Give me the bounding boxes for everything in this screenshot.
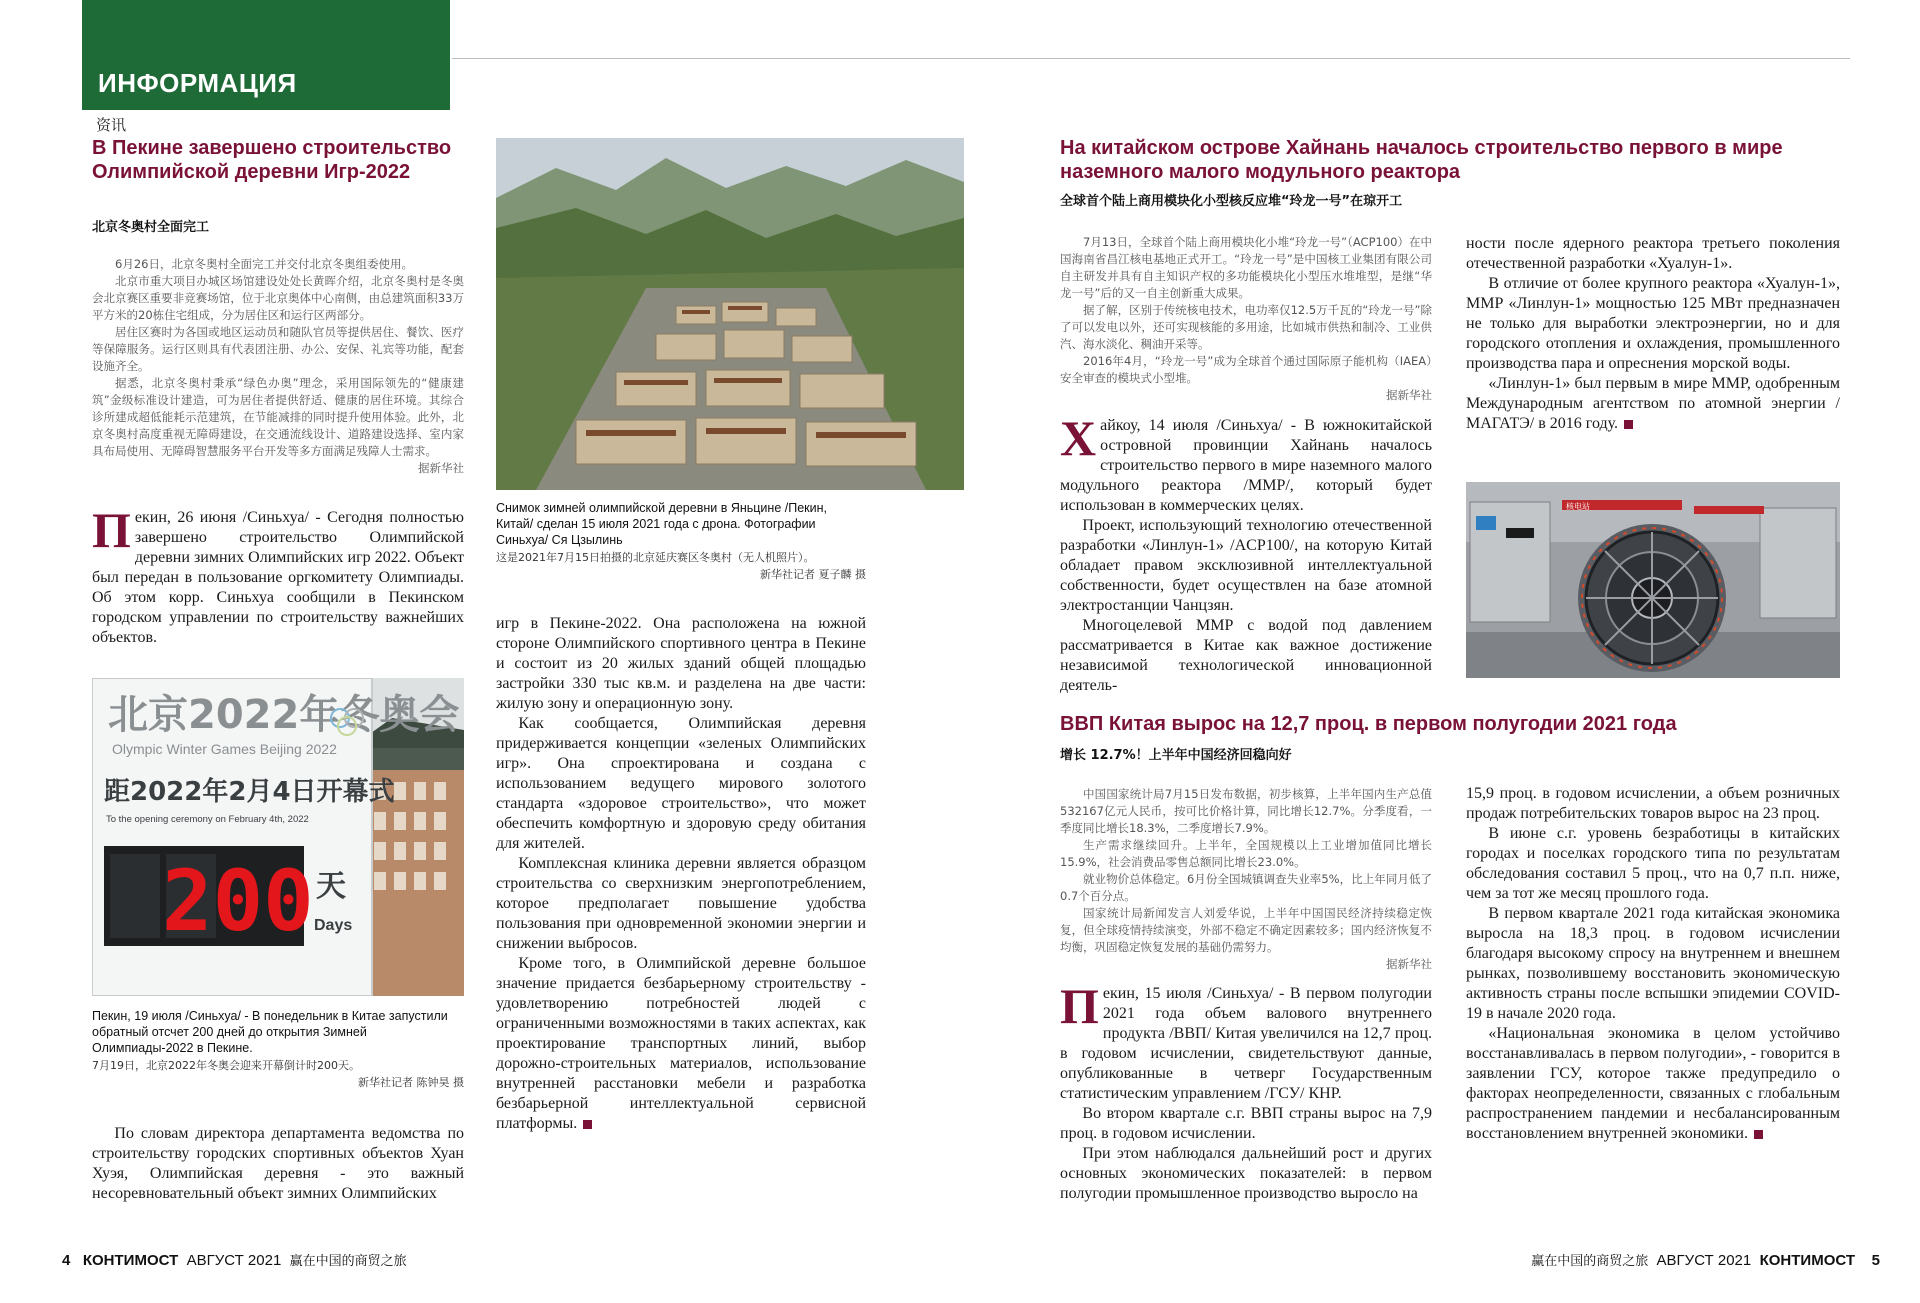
article2-cn-para: 据了解，区别于传统核电技术，电功率仅12.5万千瓦的“玲龙一号”除了可以发电以外，还可实现核能的多用途，比如城市供热和制冷、工业供汽、海水淡化、稠油开采等。 — [1060, 303, 1432, 351]
article2-end-mark — [1624, 420, 1633, 429]
article3-end-mark — [1754, 1130, 1763, 1139]
clock-display-number: 200 — [162, 852, 314, 950]
article3-cn-para: 中国国家统计局7月15日发布数据，初步核算，上半年国内生产总值532167亿元人民币，按可比价格计算，同比增长12.7%。分季度看，一季度同比增长18.3%，二季度增长7.9%。 — [1060, 787, 1432, 835]
article1-lead — [92, 502, 464, 648]
article3-col1-para: При этом наблюдался дальнейший рост и других основных экономических показателей: в первом полугодии промышленное производство выросло на — [1060, 1145, 1432, 1202]
footer-left — [62, 1250, 407, 1269]
article3-cn-para: 就业物价总体稳定。6月份全国城镇调查失业率5%，比上年同月低了0.7个百分点。 — [1060, 872, 1432, 903]
article2-lead-text: айкоу, 14 июля /Синьхуа/ - В южнокитайской островной провинции Хайнань началось строительство первого в мире наземного малого модульного реактора /ММР/, который будет использован в коммерческих целях. — [1060, 417, 1432, 514]
footer-left-page-number: 4 — [62, 1252, 71, 1269]
footer-right-slogan-cn: 赢在中国的商贸之旅 — [1531, 1254, 1649, 1269]
article1-subhead-cn: 北京冬奥村全面完工 — [92, 220, 210, 235]
article2-col2 — [1466, 234, 1840, 434]
footer-right-issue: АВГУСТ 2021 — [1656, 1252, 1752, 1269]
article1-cn-para: 居住区赛时为各国或地区运动员和随队官员等提供居住、餐饮、医疗等保障服务。运行区则具有代表团注册、办公、安保、礼宾等功能，配套设施齐全。 — [92, 325, 464, 373]
countdown-clock-illustration — [92, 678, 464, 996]
article1-col2-para: Комплексная клиника деревни является образцом строительства со сверхнизким энергопотреблением, которое предполагает повышение удобства пользования при одновременной экономии энергии и снижении выбросов. — [496, 855, 866, 952]
article3-cn-para: 国家统计局新闻发言人刘爱华说，上半年中国国民经济持续稳定恢复，但全球疫情持续演变，外部不稳定不确定因素较多；国内经济恢复不均衡，巩固稳定恢复发展的基础仍需努力。 — [1060, 906, 1432, 954]
footer-right-magazine: КОНТИМОСТ — [1759, 1252, 1855, 1269]
clock-caption-cn: 7月19日，北京2022年冬奥会迎来开幕倒计时200天。 — [92, 1059, 360, 1072]
article1-cn-para: 据悉，北京冬奥村秉承“绿色办奥”理念，采用国际领先的“健康建筑”金级标准设计建造，可为居住者提供舒适、健康的居住环境。其综合诊所建成超低能耗示范建筑，在节能减排的同时提升使用体验。此外，北京冬奥村高度重视无障碍建设，在交通流线设计、道路建设选择、室内家具布局使用、无障碍智慧服务平台开发等多方面满足残障人士需求。 — [92, 376, 464, 458]
article3-cn-sign: 据新华社 — [1386, 957, 1432, 971]
article3-dropcap: П — [1060, 978, 1099, 1034]
article3-col2-para: В июне с.г. уровень безработицы в китайских городах и поселках городского типа по результатам обследования составил 5 проц., что на 0,7 п.п. ниже, чем за тот же месяц прошлого года. — [1466, 825, 1840, 902]
article3-lead-text: екин, 15 июля /Синьхуа/ - В первом полугодии 2021 года объем валового внутреннего продукта /ВВП/ Китая увеличился на 12,7 проц. в годовом исчислении, свидетельствуют данные, опубликованные в четверг Государственным статистическим управлением /ГСУ/ КНР. — [1060, 985, 1432, 1102]
article2-col2-para: «Линлун-1» был первым в мире ММР, одобренным Международным агентством по атомной энергии /МАГАТЭ/ в 2016 году. — [1466, 375, 1840, 432]
article2-dropcap: Х — [1060, 410, 1097, 466]
article3-cn-text — [1060, 786, 1432, 973]
article1-col2-para: Кроме того, в Олимпийской деревне большое значение придается безбарьерному строительству - удовлетворению потребностей людей с ограниченными возможностями в таких аспектах, как проектирование транспортных линий, выбор дорожно-строительных материалов, использование внутренней расстановки мебели и разработка безбарьерной интеллектуальной сервисной платформы. — [496, 955, 866, 1132]
top-rule — [452, 58, 1850, 59]
olympic-village-illustration — [496, 138, 964, 490]
article1-bottom-text: По словам директора департамента ведомства по строительству городских спортивных объектов Хуан Хуэя, Олимпийская деревня - это важный несоревновательный объект зимних Олимпийских — [92, 1125, 464, 1202]
clock-sign-en-title: Olympic Winter Games Beijing 2022 — [112, 741, 337, 757]
article2-col2-first: ности после ядерного реактора третьего поколения отечественной разработки «Хуалун-1». — [1466, 235, 1840, 272]
article3-col2-first: 15,9 проц. в годовом исчислении, а объем розничных продаж потребительских товаров вырос на 23 проц. — [1466, 785, 1840, 822]
clock-unit-cn: 天 — [316, 869, 346, 904]
article1-headline: В Пекине завершено строительство Олимпийской деревни Игр-2022 — [92, 137, 452, 183]
section-subtitle-cn: 资讯 — [96, 116, 127, 134]
article2-col1-para: Проект, использующий технологию отечественной разработки «Линлун-1» /ACP100/, на которую Китай обладает правом эксклюзивной интеллектуальной собственности, будет осуществлен на базе атомной электростанции Чанцзян. — [1060, 517, 1432, 614]
village-caption-cn: 这是2021年7月15日拍摄的北京延庆赛区冬奥村（无人机照片）。 — [496, 551, 815, 564]
article1-cn-para: 北京市重大项目办城区场馆建设处处长黄晖介绍，北京冬奥村是冬奥会北京赛区重要非竞赛场馆，位于北京奥体中心南侧，由总建筑面积33万平方米的20栋住宅组成，分为居住区和运行区两部分。 — [92, 274, 464, 322]
article1-col2-para: игр в Пекине-2022. Она расположена на южной стороне Олимпийского спортивного центра в Пекине и состоит из 20 жилых зданий общей площадью застройки 330 тыс кв.м. и разделена на две части: жилую зону и операционную зону. — [496, 615, 866, 712]
article1-bottom-para — [92, 1124, 464, 1204]
article2-subhead-cn: 全球首个陆上商用模块化小型核反应堆“玲龙一号”在琼开工 — [1060, 194, 1403, 209]
article1-cn-text — [92, 256, 464, 477]
clock-caption-credit: 新华社记者 陈钟昊 摄 — [358, 1076, 464, 1089]
footer-left-slogan-cn: 赢在中国的商贸之旅 — [289, 1254, 407, 1269]
reactor-illustration — [1466, 482, 1840, 678]
clock-sign-en-countdown: To the opening ceremony on February 4th, 2022 — [106, 814, 309, 825]
section-title: ИНФОРМАЦИЯ — [98, 68, 297, 98]
article3-col1 — [1060, 978, 1432, 1204]
article2-col1 — [1060, 410, 1432, 696]
article2-headline: На китайском острове Хайнань началось строительство первого в мире наземного малого модульного реактора — [1060, 137, 1783, 183]
olympic-village-photo — [496, 138, 964, 490]
article1-cn-sign: 据新华社 — [418, 461, 464, 475]
clock-sign-cn-countdown: 距2022年2月4日开幕式 — [104, 777, 395, 807]
article2-col2-para: В отличие от более крупного реактора «Хуалун-1», ММР «Линлун-1» мощностью 125 МВт предназначен не только для выработки электроэнергии, но и для городского отопления и охлаждения, промышленного производства пара и опреснения морской воды. — [1466, 275, 1840, 372]
reactor-construction-photo — [1466, 482, 1840, 678]
village-caption: Снимок зимней олимпийской деревни в Яньцине /Пекин, Китай/ сделан 15 июля 2021 года с дрона. Фотографии Синьхуа/ Ся Цзылинь — [496, 501, 827, 547]
article2-cn-sign: 据新华社 — [1386, 388, 1432, 402]
clock-caption: Пекин, 19 июля /Синьхуа/ - В понедельник в Китае запустили обратный отсчет 200 дней до открытия Зимней Олимпиады-2022 в Пекине. — [92, 1009, 448, 1055]
article3-cn-para: 生产需求继续回升。上半年，全国规模以上工业增加值同比增长15.9%，社会消费品零售总额同比增长23.0%。 — [1060, 838, 1432, 869]
article2-cn-text — [1060, 234, 1432, 404]
footer-left-issue: АВГУСТ 2021 — [186, 1252, 282, 1269]
article3-headline: ВВП Китая вырос на 12,7 проц. в первом полугодии 2021 года — [1060, 713, 1677, 735]
article2-cn-para: 7月13日，全球首个陆上商用模块化小堆“玲龙一号”（ACP100）在中国海南省昌江核电基地正式开工。“玲龙一号”是中国核工业集团有限公司自主研发并具有自主知识产权的多功能模块化小型压水堆堆型，是继“华龙一号”后的又一自主创新重大成果。 — [1060, 235, 1432, 300]
reactor-banner-text: 核电站 — [1566, 502, 1590, 511]
clock-unit-en: Days — [314, 917, 353, 934]
article2-col1-para: Многоцелевой ММР с водой под давлением рассматривается в Китае как важное достижение независимой технологической инновационной деятель- — [1060, 617, 1432, 694]
article2-cn-para: 2016年4月，“玲龙一号”成为全球首个通过国际原子能机构（IAEA）安全审查的模块式小型堆。 — [1060, 354, 1432, 385]
article1-col2-para: Как сообщается, Олимпийская деревня придерживается концепции «зеленых Олимпийских игр». Она спроектирована и создана с использованием ведущего мирового золотого стандарта «здоровое строительство», что может обеспечить комфортную и здоровую среду обитания для жителей. — [496, 715, 866, 852]
footer-right — [1531, 1250, 1880, 1269]
clock-sign-cn-title: 北京2022年冬奥会 — [108, 692, 460, 738]
article1-col2 — [496, 614, 866, 1134]
article1-cn-para: 6月26日，北京冬奥村全面完工并交付北京冬奥组委使用。 — [115, 257, 413, 271]
article1-lead-text: екин, 26 июня /Синьхуа/ - Сегодня полностью завершено строительство Олимпийской деревни зимних Олимпийских игр 2022. Объект был передан в пользование оргкомитету Олимпиады. Об этом корр. Синьхуа сообщили в Пекинском городском управлении по строительству важнейших объектов. — [92, 509, 464, 646]
footer-left-magazine: КОНТИМОСТ — [82, 1252, 179, 1269]
article3-col2-para: В первом квартале 2021 года китайская экономика выросла на 18,3 проц. в годовом исчислении благодаря высокому спросу на внутреннем и внешнем рынках, позволившему восстановить экономическую активность страны после вспышки эпидемии COVID-19 в начале 2020 года. — [1466, 905, 1840, 1022]
article3-col1-para: Во втором квартале с.г. ВВП страны вырос на 7,9 проц. в годовом исчислении. — [1060, 1105, 1432, 1142]
footer-right-page-number: 5 — [1871, 1252, 1880, 1269]
article3-col2-para: «Национальная экономика в целом устойчиво восстанавливалась в первом полугодии», - говорится в заявлении ГСУ, которое также предупредило о факторах неопределенности, связанных с глобальным распространением пандемии и несбалансированным восстановлением внутренней экономики. — [1466, 1025, 1840, 1142]
countdown-clock-photo — [92, 678, 464, 996]
article3-col2 — [1466, 784, 1840, 1144]
article1-dropcap: П — [92, 502, 131, 558]
article1-end-mark — [583, 1120, 592, 1129]
article3-subhead-cn: 增长 12.7%！上半年中国经济回稳向好 — [1060, 748, 1292, 763]
village-caption-credit: 新华社记者 夏子麟 摄 — [760, 568, 866, 581]
